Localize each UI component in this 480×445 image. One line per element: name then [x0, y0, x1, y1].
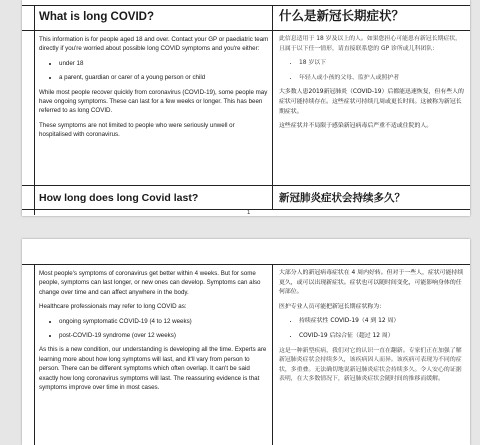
paragraph-en: As this is a new condition, our understanding is developing all the time. Experts are learning more about how long symptoms will last, and it'll vary from person to person. There can be different symptoms which often overlap. It can't be said exactly how long coronavirus symptoms will last. The reassuring evidence is that symptoms improve over time in most cases. [39, 346, 267, 392]
list-item: • post-COVID-19 syndrome (over 12 weeks) [59, 331, 269, 340]
table-border-top [22, 5, 470, 6]
paragraph-zh: 大多数人患2019新冠肺炎（COVID-19）后都能迅速恢复，但有些人的症状可能持续存在。这些症状可持续几周或更长时间。这被称为新冠长期症状。 [279, 89, 464, 115]
document-page-2 [22, 239, 470, 445]
paragraph-zh: 大部分人的新冠病毒症状在 4 周内好转。但对于一些人，症状可能持续更久，或可以出现新症状。症状也可以随时间变化，可能影响身体的任何部位。 [279, 270, 464, 296]
paragraph-en: Most people's symptoms of coronavirus get better within 4 weeks. But for some people, symptoms can last longer, or new ones can develop. Symptoms can also change over time and can affect anywhere in the body. [39, 270, 261, 296]
list-item: • under 18 [59, 59, 269, 68]
section-title-en: How long does long Covid last? [39, 192, 199, 204]
list-item: • 年轻人或小孩的父母、监护人或照护者 [299, 74, 464, 84]
page-title-en: What is long COVID? [39, 11, 154, 23]
page-title-zh: 什么是新冠长期症状？ [279, 9, 405, 23]
english-column [39, 269, 269, 397]
chinese-column [279, 35, 464, 137]
list-item: • COVID-19 后综合征（超过 12 周） [299, 332, 464, 342]
intro-text-zh: 此信息适用于 18 岁及以上的人。如果您担心可能患有新冠长期症状，且属于以下任一情形，请直接联系您的 GP 诊所或儿科团队： [279, 36, 462, 52]
table-border [22, 30, 470, 31]
paragraph-zh: 这些症状并不局限于感染新冠病毒后严重不适或住院的人。 [279, 123, 433, 130]
intro-text-en: This information is for people aged 18 and over. Contact your GP or paediatric team directly if you're worried about possible long COVID symptoms and you're either: [39, 36, 269, 53]
paragraph-en: Healthcare professionals may refer to long COVID as: [39, 303, 187, 311]
bullet-list-en [39, 59, 269, 83]
section-title-zh: 新冠肺炎症状会持续多久？ [279, 192, 405, 204]
english-column [39, 35, 269, 145]
list-item: • 18 岁以下 [299, 59, 464, 69]
table-border-bottom [22, 209, 470, 210]
paragraph-zh: 医护专业人员可能把新冠长期症状称为： [279, 303, 386, 310]
section-heading-en [39, 191, 269, 205]
table-column-divider [272, 5, 273, 210]
paragraph-zh: 这是一种新型疾病，我们对它的认识一直在翻新。专家们正在加强了解新冠肺炎症状会持续多久，该疾病因人而异。该疾病可表现为不同的症状，多重叠。无法确切地说新冠肺炎症状会持续多久。令人安心的证据表明，在大多数情况下，新冠肺炎症状会随时间的推移而缓解。 [279, 347, 462, 383]
chinese-column [279, 269, 464, 390]
table-border-top [22, 264, 470, 265]
title-zh [279, 9, 464, 24]
table-column-divider [272, 264, 273, 445]
bullet-list-zh [279, 317, 464, 341]
list-item: • 持续症状性 COVID-19（4 到 12 周） [299, 317, 464, 327]
title-en [39, 10, 269, 24]
document-page-1 [22, 0, 470, 216]
paragraph-en: These symptoms are not limited to people who were seriously unwell or hospitalised with coronavirus. [39, 121, 235, 139]
table-border [22, 185, 470, 186]
bullet-list-en [39, 317, 269, 341]
paragraph-en: While most people recover quickly from coronavirus (COVID-19), some people may have ongoing symptoms. These can last for a few weeks or longer. This has been referred to as long COVID. [39, 88, 268, 115]
section-heading-zh [279, 191, 464, 206]
page-number: 1 [247, 210, 251, 216]
table-border-left [34, 264, 35, 445]
table-border-left [34, 5, 35, 215]
list-item: • a parent, guardian or carer of a young person or child [59, 73, 269, 82]
list-item: • ongoing symptomatic COVID-19 (4 to 12 weeks) [59, 317, 269, 326]
bullet-list-zh [279, 59, 464, 83]
